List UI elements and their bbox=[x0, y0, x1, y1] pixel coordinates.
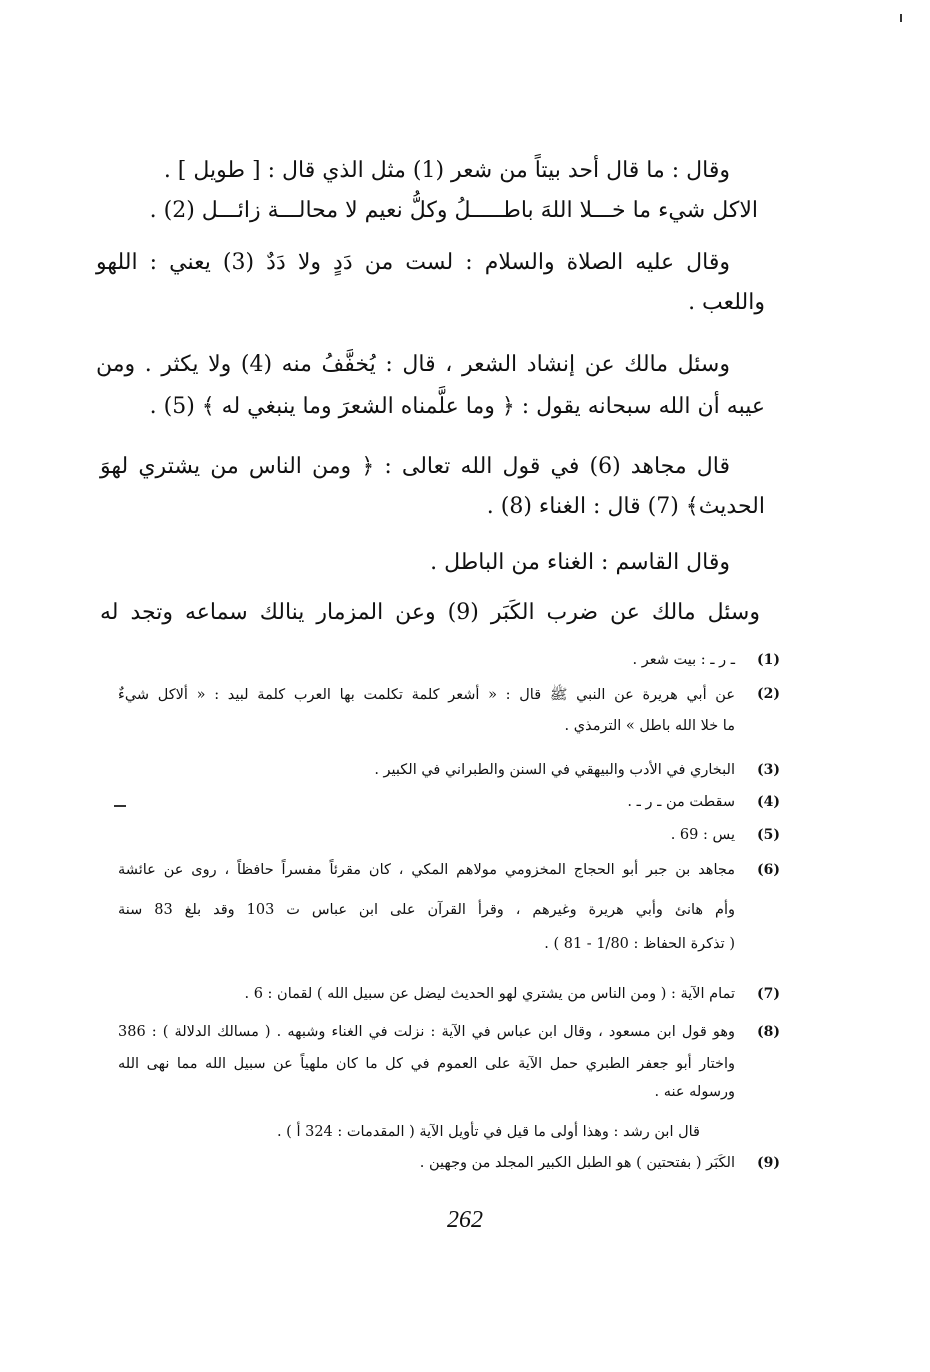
stray-mark bbox=[114, 805, 126, 807]
footnote-text: واختار أبو جعفر الطبري حمل الآية على العموم في كل ما كان ملهياً عن سبيل الله مما نهى الله bbox=[118, 1056, 735, 1072]
footnote-text: يس : 69 . bbox=[670, 827, 735, 843]
footnote-number: (7) bbox=[757, 986, 780, 1002]
footnote-number: (2) bbox=[757, 686, 780, 702]
stray-mark bbox=[900, 14, 902, 22]
footnote-number: (9) bbox=[757, 1155, 780, 1171]
main-line-7: قال مجاهد (6) في قول الله تعالى : ﴿ ومن الناس من يشتري لهوَ bbox=[100, 454, 730, 479]
footnote-text: سقطت من ـ ر ـ . bbox=[627, 794, 735, 810]
footnote-text: وأم هانئ وأبي هريرة وغيرهم ، وقرأ القرآن على ابن عباس ت 103 وقد بلغ 83 سنة bbox=[118, 902, 735, 918]
footnote-text: ما خلا الله باطل » الترمذي . bbox=[564, 718, 735, 734]
footnote-number: (6) bbox=[757, 862, 780, 878]
footnote-text: ورسوله عنه . bbox=[654, 1084, 735, 1100]
main-line-5: وسئل مالك عن إنشاد الشعر ، قال : يُخفَّفُ منه (4) ولا يكثر . ومن bbox=[96, 352, 730, 377]
footnote-number: (5) bbox=[757, 827, 780, 843]
main-line-1: وقال : ما قال أحد بيتاً من شعر (1) مثل الذي قال : [ طويل ] . bbox=[163, 158, 730, 183]
footnote-text: البخاري في الأدب والبيهقي في السنن والطبراني في الكبير . bbox=[374, 762, 735, 778]
footnote-text: ( تذكرة الحفاظ : 1/80 - 81 ) . bbox=[544, 936, 735, 952]
footnote-text: ـ ر ـ : بيت شعر . bbox=[632, 652, 735, 668]
footnote-text: عن أبي هريرة عن النبي ﷺ قال : « أشعر كلمة تكلمت بها العرب كلمة لبيد : « ألاكل شيءٌ bbox=[118, 687, 735, 703]
footnote-text: قال ابن رشد : وهذا أولى ما قيل في تأويل الآية ( المقدمات : 324 أ ) . bbox=[276, 1124, 700, 1140]
main-line-10: وسئل مالك عن ضرب الكَبَر (9) وعن المزمار ينالك سماعه وتجد له bbox=[100, 600, 760, 625]
page-number: 262 bbox=[447, 1207, 483, 1233]
main-line-9: وقال القاسم : الغناء من الباطل . bbox=[430, 550, 730, 575]
footnote-text: وهو قول ابن مسعود ، وقال ابن عباس في الآية : نزلت في الغناء وشبهه . ( مسالك الدلالة ) : 386 bbox=[118, 1024, 735, 1040]
main-line-8: الحديث﴾ (7) قال : الغناء (8) . bbox=[486, 494, 765, 519]
main-line-4: واللعب . bbox=[688, 290, 765, 315]
footnote-text: الكَبَر ( بفتحتين ) هو الطبل الكبير المجلد من وجهين . bbox=[419, 1155, 735, 1171]
footnote-number: (3) bbox=[757, 762, 780, 778]
footnote-number: (8) bbox=[757, 1024, 780, 1040]
main-line-2: الاكل شيء ما خـــلا اللهَ باطـــــلُ وكلُّ نعيم لا محالـــة زائـــل (2) . bbox=[149, 198, 758, 223]
footnote-number: (1) bbox=[757, 652, 780, 668]
main-line-6: عيبه أن الله سبحانه يقول : ﴿ وما علَّمناه الشعرَ وما ينبغي له ﴾ (5) . bbox=[149, 394, 765, 419]
footnote-text: مجاهد بن جبر أبو الحجاج المخزومي مولاهم المكي ، كان مقرئاً مفسراً حافظاً ، روى عن عائشة bbox=[118, 862, 735, 878]
main-line-3: وقال عليه الصلاة والسلام : لست من دَدٍ ولا دَدٌ (3) يعني : اللهو bbox=[96, 250, 731, 275]
footnote-number: (4) bbox=[757, 794, 780, 810]
footnote-text: تمام الآية : ( ومن الناس من يشتري لهو الحديث ليضل عن سبيل الله ) لقمان : 6 . bbox=[244, 986, 735, 1002]
